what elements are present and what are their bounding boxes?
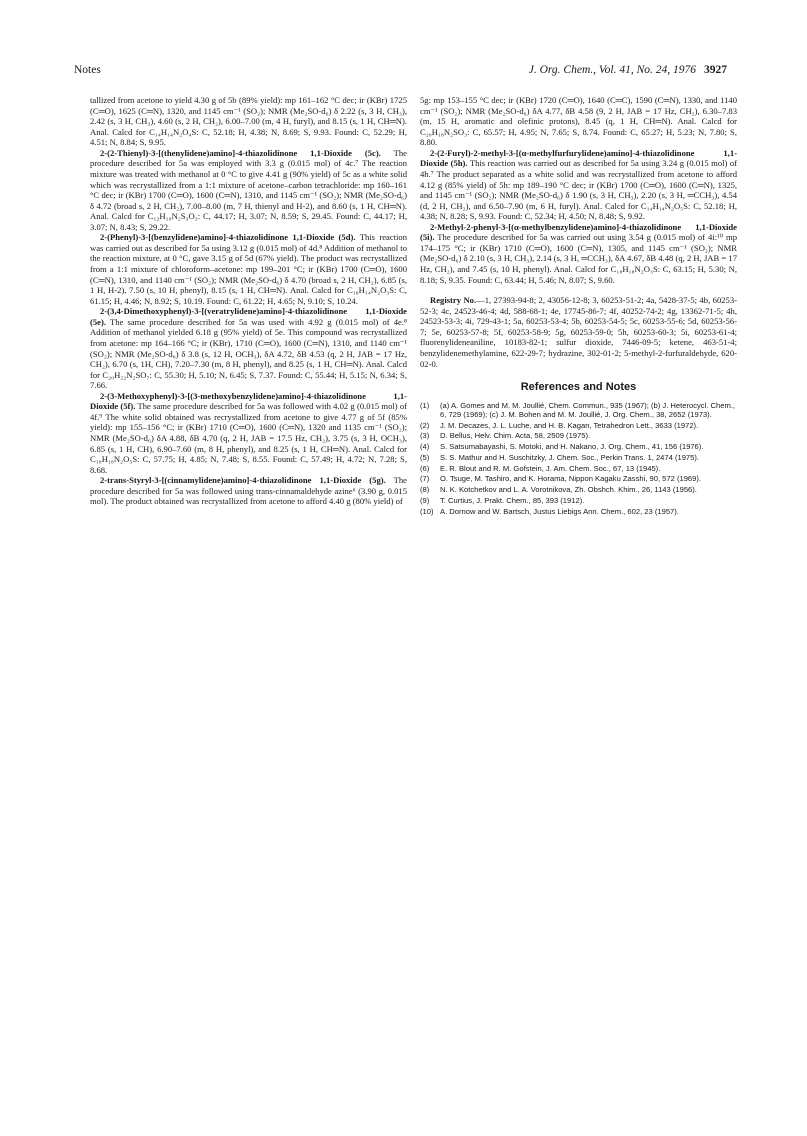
page-number: 3927	[704, 64, 727, 76]
reference-text: T. Curtius, J. Prakt. Chem., 85, 393 (1912).	[440, 495, 585, 505]
paragraph: 2-(Phenyl)-3-[(benzylidene)amino]-4-thiazolidinone 1,1-Dioxide (5d). This reaction was carried out as described for 5a using 3.12 g (0.015 mol) of 4d.⁸ Addition of methanol to the reaction mixture, at 0 °C, gave 3.15 g of 5d (67% yield). The product was recrystallized from a 1:1 mixture of chloroform–acetone: mp 199–201 °C; ir (KBr) 1700 (C═O), 1600 (C═N), 1310, and 1140 cm⁻¹ (SO₂); NMR (Me₂SO-d₆) δ 4.70 (broad s, 2 H, CH₂), 6.85 (s, 1 H, H-2), 7.50 (s, 10 H, phenyl), 8.15 (s, 1 H, CH═N). Anal. Calcd for C₁₆H₁₄N₂O₃S: C, 61.15; H, 4.46; N, 8.92; S, 10.19. Found: C, 61.22; H, 4.65; N, 9.10; S, 10.24.	[90, 232, 407, 306]
right-column	[420, 95, 737, 517]
reference-number: (9)	[420, 495, 430, 505]
running-header	[529, 64, 727, 76]
reference-text: (a) A. Gomes and M. M. Joullié, Chem. Commun., 935 (1967); (b) J. Heterocycl. Chem., 6, 729 (1969); (c) J. M. Bohen and M. M. Joullié, J. Org. Chem., 38, 2652 (1973).	[440, 400, 735, 419]
references-list	[420, 401, 737, 516]
paragraph: 2-(2-Furyl)-2-methyl-3-[(α-methylfurfurylidene)amino]-4-thiazolidinone 1,1-Dioxide (5h). This reaction was carried out as described for 5a using 3.24 g (0.015 mol) of 4h.⁷ The product separated as a white solid and was recrystallized from acetone to afford 4.12 g (85% yield) of 5h: mp 189–190 °C dec; ir (KBr) 1700 (C═O), 1600 (C═N), 1325, and 1145 cm⁻¹ (SO₂); NMR (Me₂SO-d₆) δ 1.90 (s, 3 H, CH₃), 2.20 (s, 3 H, ═CCH₃), 4.54 (d, 2 H, CH₂), and 6.50–7.90 (m, 6 H, furyl). Anal. Calcd for C₁₄H₁₄N₂O₅S: C, 52.18; H, 4.38; N, 8.28; S, 9.93. Found: C, 52.34; H, 4.50; N, 8.48; S, 9.92.	[420, 147, 737, 222]
section-label: Notes	[74, 64, 101, 76]
references-title: References and Notes	[520, 381, 637, 394]
reference-text: O. Tsuge, M. Tashiro, and K. Horama, Nippon Kagaku Zasshi, 90, 572 (1969).	[440, 474, 702, 484]
paragraph: 5g: mp 153–155 °C dec; ir (KBr) 1720 (C═O), 1640 (C═C), 1590 (C═N), 1330, and 1140 cm⁻¹ (SO₂); NMR (Me₂SO-d₆) δA 4.77, δB 4.58 (9, 2 H, JAB = 17 Hz, CH₂), 6.30–7.83 (m, 15 H, aromatic and olefinic protons), 8.45 (q, 1 H, CH═N). Anal. Calcd for C₂₀H₁₈N₂SO₃: C, 65.57; H, 4.95; N, 7.65; S, 8.74. Found: C, 65.27; H, 5.23; N, 7.80; S, 8.80.	[420, 95, 737, 148]
reference-item	[420, 442, 737, 451]
reference-item	[420, 453, 737, 462]
reference-number: (4)	[420, 442, 430, 452]
reference-item	[420, 401, 737, 420]
reference-text: J. M. Decazes, J. L. Luche, and H. B. Kagan, Tetrahedron Lett., 3633 (1972).	[440, 420, 699, 430]
reference-text: S. Satsumabayashi, S. Motoki, and H. Nakano, J. Org. Chem., 41, 156 (1976).	[440, 442, 704, 452]
reference-number: (6)	[420, 463, 430, 473]
reference-number: (1)	[420, 400, 430, 410]
paragraph: 2-(3,4-Dimethoxyphenyl)-3-[(veratrylidene)amino]-4-thiazolidinone 1,1-Dioxide (5e). The same procedure described for 5a was used with 4.92 g (0.015 mol) of 4e.⁸ Addition of methanol yielded 6.18 g (95% yield) of 5e. This compound was recrystallized from acetone: mp 164–166 °C; ir (KBr), 1710 (C═O), 1600 (C═N), 1310, and 1140 cm⁻¹ (SO₂); NMR (Me₂SO-d₆) δ 3.8 (s, 12 H, OCH₃), δA 4.72, δB 4.53 (q, 2 H, JAB = 17 Hz, CH₂), 6.70 (s, 1H, CH), 7.20–7.30 (m, 8 H, phenyl), and 8.25 (s, 1 H, CH═N). Anal. Calcd for C₂₀H₂₂N₂SO₇: C, 55.30; H, 5.10; N, 6.45; S, 7.37. Found: C, 55.44; H, 5.15; N, 6.34; S, 7.66.	[90, 306, 407, 391]
reference-item	[420, 485, 737, 494]
paragraph: 2-Methyl-2-phenyl-3-[(α-methylbenzylidene)amino]-4-thiazolidinone 1,1-Dioxide (5i). The procedure described for 5a was carried out using 3.54 g (0.015 mol) of 4i:¹⁰ mp 174–175 °C; ir (KBr) 1710 (C═O), 1600 (C═N), 1305, and 1145 cm⁻¹ (SO₂); NMR (Me₂SO-d₆) δ 2.10 (s, 3 H, CH₃), 2.14 (s, 3 H, ═CCH₃), δA 4.67, δB 4.48 (q, 2 H, JAB = 17 Hz, CH₂), and 7.45 (s, 10 H, phenyl). Anal. Calcd for C₁₈H₁₈N₂O₃S: C, 63.15; H, 5.30; N, 8.18; S, 9.35. Found: C, 63.44; H, 5.46; N, 8.07; S, 9.60.	[420, 221, 737, 285]
reference-item	[420, 507, 737, 516]
paragraph: 2-(2-Thienyl)-3-[(thenylidene)amino]-4-thiazolidinone 1,1-Dioxide (5c). The procedure described for 5a was employed with 3.3 g (0.015 mol) of 4c.⁷ The reaction mixture was treated with methanol at 0 °C to give 4.41 g (90% yield) of 5c as a white solid which was recrystallized from a 1:1 mixture of acetone–carbon tetrachloride: mp 160–161 °C dec; ir (KBr) 1700 (C═O), 1600 (C═N), 1310, and 1145 cm⁻¹ (SO₂); NMR (Me₂SO-d₆) δ 4.72 (broad s, 2 H, CH₂), 7.00–8.00 (m, 7 H, thienyl and H-2), and 8.60 (s, 1 H, CH═N). Anal. Calcd for C₁₂H₁₀N₂S₃O₃: C, 44.17; H, 3.07; N, 8.59; S, 29.45. Found: C, 44.17; H, 3.07; N, 8.43; S, 29.22.	[90, 147, 407, 232]
reference-number: (7)	[420, 474, 430, 484]
left-column	[90, 95, 407, 507]
reference-number: (10)	[420, 506, 434, 516]
reference-text: N. K. Kotchetkov and L. A. Vorotnikova, Zh. Obshch. Khim., 26, 1143 (1956).	[440, 485, 697, 495]
paragraph: 2-(3-Methoxyphenyl)-3-[(3-methoxybenzylidene)amino]-4-thiazolidinone 1,1-Dioxide (5f). The same procedure described for 5a was followed with 4.02 g (0.015 mol) of 4f.⁹ The white solid obtained was recrystallized from acetone to give 4.77 g of 5f (85% yield): mp 155–156 °C; ir (KBr) 1710 (C═O), 1600 (C═N), 1320 and 1135 cm⁻¹ (SO₂); NMR (Me₂SO-d₆) δA 4.88, δB 4.70 (q, 2 H, JAB = 17.5 Hz, CH₂), 3.75 (s, 3 H, OCH₃), 6.85 (s, 1 H, CH), 6.90–7.60 (m, 8 H, phenyl), and 8.25 (s, 1 H, CH═N). Anal. Calcd for C₁₈H₁₈N₂O₅S: C, 57.75; H, 4.85; N, 7.48; S, 8.55. Found: C, 57.49; H, 4.72; N, 7.28; S, 8.68.	[90, 390, 407, 475]
journal-citation: J. Org. Chem., Vol. 41, No. 24, 1976	[528, 64, 696, 76]
reference-number: (5)	[420, 452, 430, 462]
reference-item	[420, 431, 737, 440]
paragraph: tallized from acetone to yield 4.30 g of 5b (89% yield): mp 161–162 °C dec; ir (KBr) 1725 (C═O), 1625 (C═N), 1320, and 1145 cm⁻¹ (SO₂); NMR (Me₂SO-d₆) δ 2.22 (s, 3 H, CH₃), 2.42 (s, 3 H, CH₃), 4.60 (s, 2 H, CH₂), 6.00–7.00 (m, 4 H, furyl), and 8.15 (s, 1 H, CH═N). Anal. Calcd for C₁₄H₁₄N₂O₄S: C, 52.18; H, 4.38; N, 8.69; S, 9.93. Found: C, 52.29; H, 4.51; N, 8.84; S, 9.95.	[90, 95, 407, 148]
reference-text: D. Bellus, Helv. Chim. Acta, 58, 2509 (1975).	[440, 431, 591, 441]
reference-item	[420, 496, 737, 505]
reference-text: E. R. Blout and R. M. Gofstein, J. Am. Chem. Soc., 67, 13 (1945).	[440, 463, 661, 473]
reference-text: A. Dornow and W. Bartsch, Justus Liebigs Ann. Chem., 602, 23 (1957).	[440, 506, 679, 516]
paragraph: 2-trans-Styryl-3-[(cinnamylidene)amino]-4-thiazolidinone 1,1-Dioxide (5g). The procedure described for 5a was followed using trans-cinnamaldehyde azine⁶ (3.90 g, 0.015 mol). The product obtained was recrystallized from acetone to afford 4.40 g (80% yield) of	[90, 475, 407, 507]
reference-item	[420, 421, 737, 430]
reference-number: (2)	[420, 420, 430, 430]
registry-numbers: Registry No.—1, 27393-94-8; 2, 43056-12-8; 3, 60253-51-2; 4a, 5428-37-5; 4b, 60253-52-3; 4c, 24523-46-4; 4d, 588-68-1; 4e, 17745-86-7; 4f, 40252-74-2; 4g, 13362-71-5; 4h, 24523-53-3; 4i, 729-43-1; 5a, 60253-53-4; 5b, 60253-54-5; 5c, 60253-55-6; 5d, 60253-56-7; 5e, 60253-57-8; 5f, 60253-58-9; 5g, 60253-59-0; 5h, 60253-60-3; 5i, 60253-61-4; fluorenylideneaniline, 10183-82-1; sulfur dioxide, 7446-09-5; ketene, 463-51-4; benzylidenemethylamine, 622-29-7; hydrazine, 302-01-2; 5-methyl-2-furfuraldehyde, 620-02-0.	[420, 295, 738, 369]
reference-item	[420, 464, 737, 473]
reference-number: (8)	[420, 485, 430, 495]
reference-item	[420, 474, 737, 483]
reference-text: S. S. Mathur and H. Suschitzky, J. Chem. Soc., Perkin Trans. 1, 2474 (1975).	[440, 452, 700, 462]
reference-number: (3)	[420, 431, 430, 441]
